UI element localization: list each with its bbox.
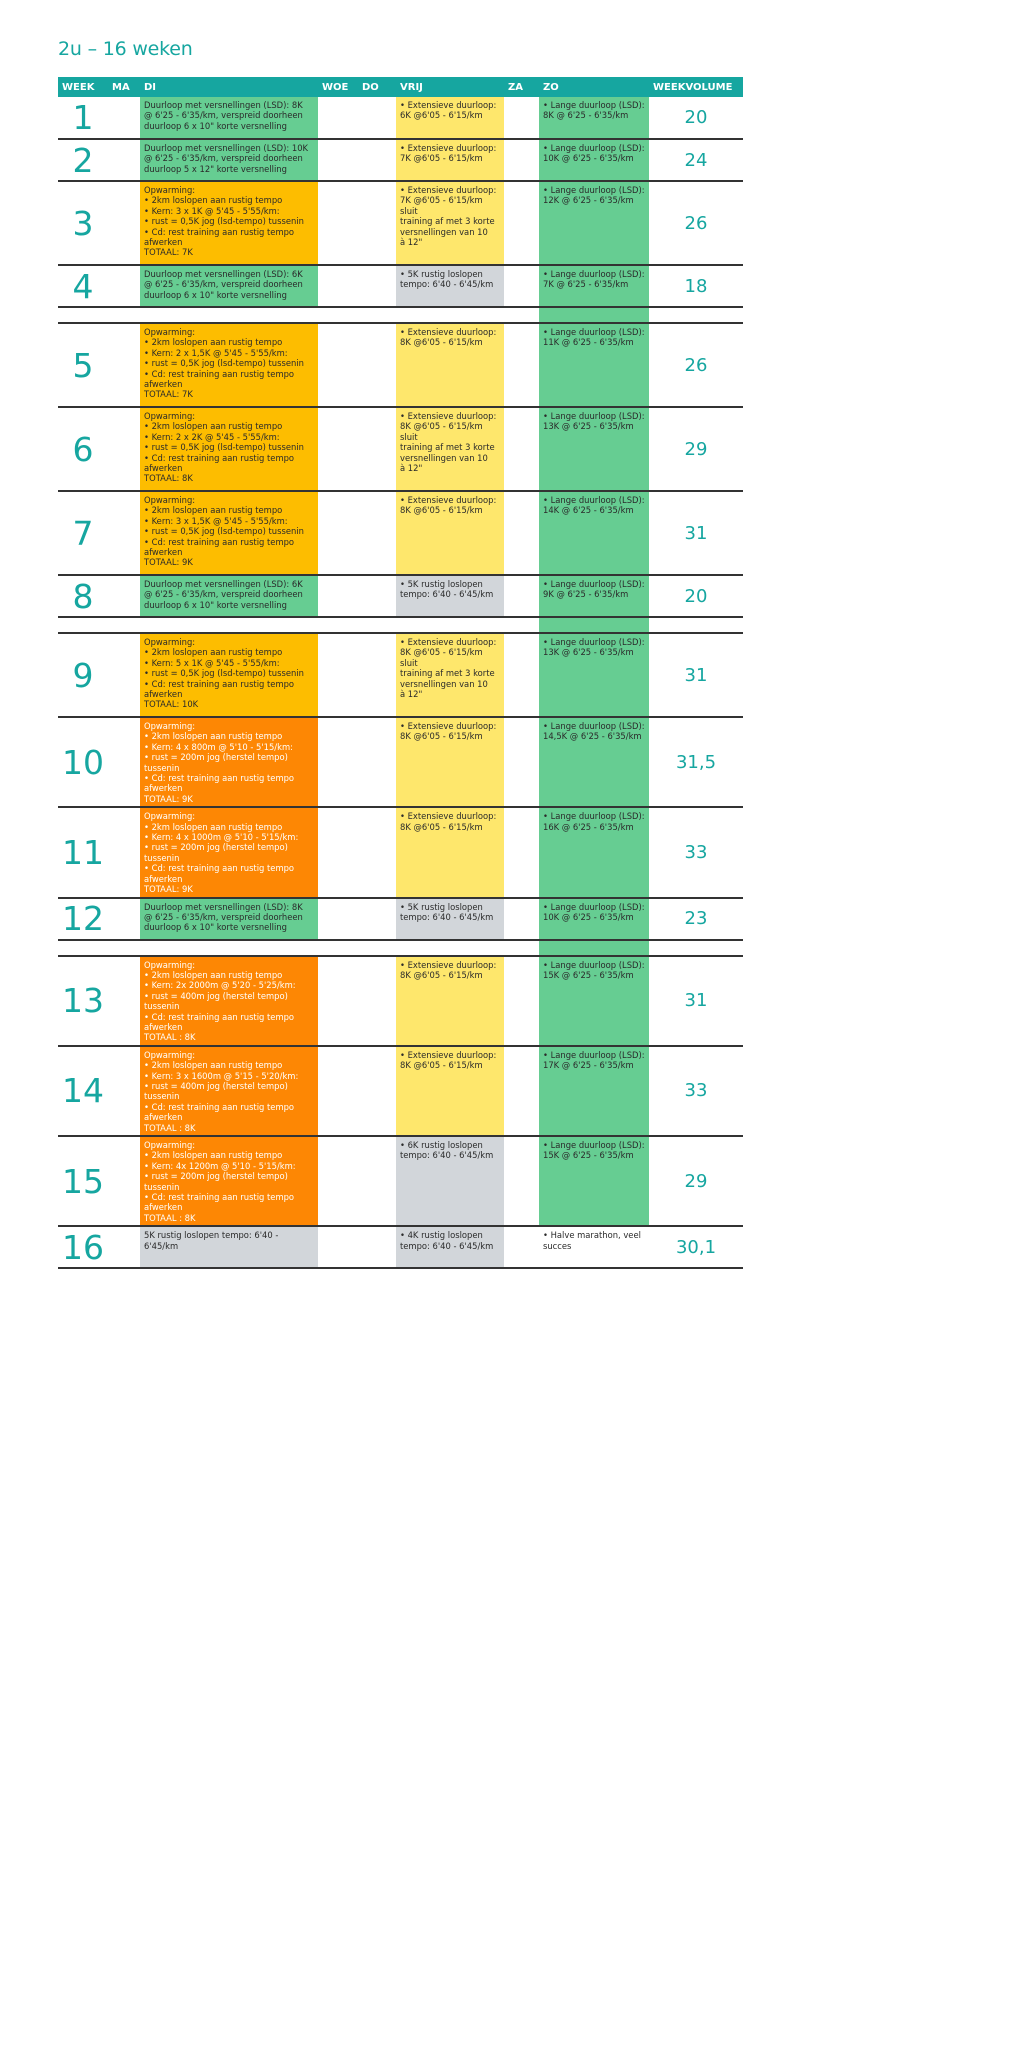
cell-vrij <box>396 575 504 617</box>
cell-vrij-text: • Extensieve duurloop: 8K @6'05 - 6'15/km <box>400 811 497 832</box>
cell-zo <box>539 181 649 265</box>
cell-do <box>358 1046 396 1136</box>
cell-do <box>358 323 396 407</box>
spacer-cell <box>58 617 108 633</box>
weekvolume: 33 <box>649 1046 743 1136</box>
cell-zo <box>539 575 649 617</box>
cell-vrij <box>396 633 504 717</box>
cell-zo-text: • Lange duurloop (LSD): 8K @ 6'25 - 6'35/km <box>543 100 645 121</box>
cell-za <box>504 1046 539 1136</box>
cell-woe <box>318 807 358 897</box>
week-number: 15 <box>58 1136 108 1226</box>
cell-di-text: Opwarming: • 2km loslopen aan rustig tempo • Kern: 4 x 1000m @ 5'10 - 5'15/km: • rust = 200m jog (herstel tempo) tussenin • Cd: rest training aan rustig tempo afwerken TOTAAL: 9K <box>144 811 299 895</box>
cell-do <box>358 491 396 575</box>
training-schedule-table <box>58 77 743 1269</box>
cell-di <box>140 633 318 717</box>
table-row <box>58 1226 743 1268</box>
header-woe: WOE <box>318 77 358 97</box>
spacer-cell <box>140 307 318 323</box>
cell-di-text: Opwarming: • 2km loslopen aan rustig tempo • Kern: 2 x 1,5K @ 5'45 - 5'55/km: • rust = 0,5K jog (lsd-tempo) tussenin • Cd: rest training aan rustig tempo afwerken TOTAAL: 7K <box>144 327 304 400</box>
cell-za <box>504 97 539 139</box>
table-header-row <box>58 77 743 97</box>
cell-vrij <box>396 1136 504 1226</box>
cell-za <box>504 407 539 491</box>
cell-za <box>504 491 539 575</box>
cell-di <box>140 491 318 575</box>
table-row <box>58 898 743 940</box>
table-row <box>58 1046 743 1136</box>
cell-zo <box>539 898 649 940</box>
table-row <box>58 323 743 407</box>
cell-zo <box>539 956 649 1046</box>
cell-vrij-text: • Extensieve duurloop: 8K @6'05 - 6'15/km <box>400 495 497 516</box>
cell-zo-text: • Lange duurloop (LSD): 12K @ 6'25 - 6'35/km <box>543 185 645 206</box>
cell-zo-text: • Lange duurloop (LSD): 7K @ 6'25 - 6'35/km <box>543 269 645 290</box>
header-weekvolume: WEEKVOLUME <box>649 77 743 97</box>
cell-do <box>358 181 396 265</box>
spacer-cell <box>108 940 140 956</box>
cell-do <box>358 633 396 717</box>
cell-za <box>504 898 539 940</box>
cell-ma <box>108 956 140 1046</box>
week-number: 2 <box>58 139 108 181</box>
cell-ma <box>108 898 140 940</box>
spacer-cell <box>649 307 743 323</box>
weekvolume: 18 <box>649 265 743 307</box>
spacer-cell <box>504 940 539 956</box>
weekvolume: 24 <box>649 139 743 181</box>
cell-di-text: Duurloop met versnellingen (LSD): 8K @ 6'25 - 6'35/km, verspreid doorheen duurloop 6 x 10" korte versnelling <box>144 100 303 131</box>
cell-ma <box>108 491 140 575</box>
cell-do <box>358 717 396 807</box>
cell-woe <box>318 633 358 717</box>
cell-vrij <box>396 1046 504 1136</box>
week-number: 6 <box>58 407 108 491</box>
spacer-cell <box>358 940 396 956</box>
cell-za <box>504 181 539 265</box>
cell-di <box>140 575 318 617</box>
header-di: DI <box>140 77 318 97</box>
cell-vrij <box>396 898 504 940</box>
cell-vrij-text: • Extensieve duurloop: 7K @6'05 - 6'15/km <box>400 143 497 164</box>
cell-ma <box>108 1136 140 1226</box>
weekvolume: 31 <box>649 633 743 717</box>
spacer-row <box>58 617 743 633</box>
table-row <box>58 491 743 575</box>
cell-zo-text: • Lange duurloop (LSD): 9K @ 6'25 - 6'35/km <box>543 579 645 600</box>
spacer-cell <box>108 617 140 633</box>
cell-woe <box>318 956 358 1046</box>
cell-ma <box>108 575 140 617</box>
cell-vrij <box>396 97 504 139</box>
cell-zo-text: • Lange duurloop (LSD): 10K @ 6'25 - 6'35/km <box>543 901 645 922</box>
cell-di-text: Opwarming: • 2km loslopen aan rustig tempo • Kern: 4 x 800m @ 5'10 - 5'15/km: • rust = 200m jog (herstel tempo) tussenin • Cd: rest training aan rustig tempo afwerken TOTAAL: 9K <box>144 721 295 804</box>
cell-zo <box>539 265 649 307</box>
cell-za <box>504 265 539 307</box>
weekvolume: 26 <box>649 181 743 265</box>
spacer-cell <box>396 307 504 323</box>
cell-do <box>358 807 396 897</box>
week-number: 10 <box>58 717 108 807</box>
cell-do <box>358 898 396 940</box>
weekvolume: 31 <box>649 491 743 575</box>
header-za: ZA <box>504 77 539 97</box>
week-number: 9 <box>58 633 108 717</box>
spacer-cell <box>358 617 396 633</box>
cell-zo <box>539 807 649 897</box>
header-do: DO <box>358 77 396 97</box>
spacer-cell <box>396 617 504 633</box>
cell-zo <box>539 633 649 717</box>
cell-ma <box>108 181 140 265</box>
cell-zo-text: • Lange duurloop (LSD): 16K @ 6'25 - 6'35/km <box>543 811 645 832</box>
cell-do <box>358 956 396 1046</box>
cell-di <box>140 807 318 897</box>
cell-di <box>140 97 318 139</box>
cell-di <box>140 139 318 181</box>
cell-di <box>140 181 318 265</box>
cell-vrij <box>396 956 504 1046</box>
cell-woe <box>318 139 358 181</box>
cell-di-text: Opwarming: • 2km loslopen aan rustig tempo • Kern: 3 x 1K @ 5'45 - 5'55/km: • rust = 0,5K jog (lsd-tempo) tussenin • Cd: rest training aan rustig tempo afwerken TOTAAL: 7K <box>144 185 304 258</box>
cell-di-text: Duurloop met versnellingen (LSD): 8K @ 6'25 - 6'35/km, verspreid doorheen duurloop 6 x 10" korte versnelling <box>144 901 303 933</box>
cell-za <box>504 139 539 181</box>
spacer-cell <box>539 940 649 956</box>
cell-woe <box>318 1136 358 1226</box>
cell-vrij-text: • Extensieve duurloop: 8K @6'05 - 6'15/km <box>400 959 497 980</box>
cell-di <box>140 323 318 407</box>
cell-woe <box>318 97 358 139</box>
cell-vrij-text: • 5K rustig loslopen tempo: 6'40 - 6'45/km <box>400 901 494 922</box>
cell-di-text: Duurloop met versnellingen (LSD): 10K @ 6'25 - 6'35/km, verspreid doorheen duurloop 5 x 12" korte versnelling <box>144 143 309 174</box>
cell-vrij-text: • Extensieve duurloop: 8K @6'05 - 6'15/km sluit training af met 3 korte versnellingen van 10 à 12" <box>400 637 497 700</box>
week-number: 8 <box>58 575 108 617</box>
spacer-cell <box>140 617 318 633</box>
cell-di <box>140 265 318 307</box>
cell-vrij-text: • 4K rustig loslopen tempo: 6'40 - 6'45/km <box>400 1230 494 1251</box>
header-zo: ZO <box>539 77 649 97</box>
cell-vrij <box>396 181 504 265</box>
week-number: 11 <box>58 807 108 897</box>
cell-di <box>140 1136 318 1226</box>
spacer-cell <box>318 617 358 633</box>
cell-za <box>504 575 539 617</box>
cell-za <box>504 1226 539 1268</box>
cell-di-text: Opwarming: • 2km loslopen aan rustig tempo • Kern: 2 x 2K @ 5'45 - 5'55/km: • rust = 0,5K jog (lsd-tempo) tussenin • Cd: rest training aan rustig tempo afwerken TOTAAL: 8K <box>144 411 304 484</box>
table-row <box>58 633 743 717</box>
cell-do <box>358 139 396 181</box>
cell-woe <box>318 407 358 491</box>
cell-vrij-text: • 5K rustig loslopen tempo: 6'40 - 6'45/km <box>400 269 494 290</box>
cell-za <box>504 323 539 407</box>
cell-za <box>504 717 539 807</box>
spacer-cell <box>649 617 743 633</box>
cell-woe <box>318 265 358 307</box>
spacer-cell <box>318 307 358 323</box>
cell-vrij-text: • Extensieve duurloop: 8K @6'05 - 6'15/km <box>400 327 497 348</box>
cell-zo <box>539 1046 649 1136</box>
cell-di <box>140 407 318 491</box>
header-week: WEEK <box>58 77 108 97</box>
cell-zo <box>539 323 649 407</box>
cell-vrij-text: • 6K rustig loslopen tempo: 6'40 - 6'45/km <box>400 1140 494 1161</box>
cell-vrij-text: • Extensieve duurloop: 8K @6'05 - 6'15/km sluit training af met 3 korte versnellingen van 10 à 12" <box>400 411 497 474</box>
table-row <box>58 807 743 897</box>
spacer-cell <box>396 940 504 956</box>
weekvolume: 30,1 <box>649 1226 743 1268</box>
cell-di <box>140 898 318 940</box>
cell-zo-text: • Lange duurloop (LSD): 10K @ 6'25 - 6'35/km <box>543 143 645 164</box>
table-row <box>58 139 743 181</box>
cell-zo-text: • Halve marathon, veel succes <box>543 1230 641 1251</box>
cell-di-text: Opwarming: • 2km loslopen aan rustig tempo • Kern: 4x 1200m @ 5'10 - 5'15/km: • rust = 200m jog (herstel tempo) tussenin • Cd: rest training aan rustig tempo afwerken TOTAAL : 8K <box>144 1140 296 1223</box>
cell-woe <box>318 1046 358 1136</box>
cell-woe <box>318 181 358 265</box>
week-number: 12 <box>58 898 108 940</box>
cell-zo-text: • Lange duurloop (LSD): 14K @ 6'25 - 6'35/km <box>543 495 645 516</box>
cell-vrij-text: • Extensieve duurloop: 8K @6'05 - 6'15/km <box>400 1049 497 1071</box>
weekvolume: 20 <box>649 575 743 617</box>
cell-di-text: Opwarming: • 2km loslopen aan rustig tempo • Kern: 2x 2000m @ 5'20 - 5'25/km: • rust = 400m jog (herstel tempo) tussenin • Cd: rest training aan rustig tempo afwerken TOTAAL : 8K <box>144 959 296 1043</box>
header-vrij: VRIJ <box>396 77 504 97</box>
table-row <box>58 407 743 491</box>
cell-di-text: Opwarming: • 2km loslopen aan rustig tempo • Kern: 3 x 1,5K @ 5'45 - 5'55/km: • rust = 0,5K jog (lsd-tempo) tussenin • Cd: rest training aan rustig tempo afwerken TOTAAL: 9K <box>144 495 304 568</box>
weekvolume: 31,5 <box>649 717 743 807</box>
cell-zo <box>539 139 649 181</box>
table-row <box>58 575 743 617</box>
cell-vrij <box>396 139 504 181</box>
cell-woe <box>318 717 358 807</box>
cell-vrij <box>396 717 504 807</box>
cell-ma <box>108 407 140 491</box>
cell-vrij-text: • Extensieve duurloop: 7K @6'05 - 6'15/km sluit training af met 3 korte versnellingen van 10 à 12" <box>400 185 497 248</box>
spacer-cell <box>504 617 539 633</box>
spacer-row <box>58 307 743 323</box>
table-row <box>58 956 743 1046</box>
table-row <box>58 1136 743 1226</box>
cell-vrij <box>396 407 504 491</box>
table-row <box>58 717 743 807</box>
cell-di-text: Opwarming: • 2km loslopen aan rustig tempo • Kern: 3 x 1600m @ 5'15 - 5'20/km: • rust = 400m jog (herstel tempo) tussenin • Cd: rest training aan rustig tempo afwerken TOTAAL : 8K <box>144 1049 299 1133</box>
spacer-cell <box>649 940 743 956</box>
cell-zo <box>539 491 649 575</box>
cell-vrij <box>396 1226 504 1268</box>
cell-woe <box>318 898 358 940</box>
table-body <box>58 97 743 1268</box>
cell-vrij-text: • Extensieve duurloop: 8K @6'05 - 6'15/km <box>400 721 497 742</box>
cell-woe <box>318 323 358 407</box>
weekvolume: 33 <box>649 807 743 897</box>
cell-za <box>504 807 539 897</box>
cell-di-text: Duurloop met versnellingen (LSD): 6K @ 6'25 - 6'35/km, verspreid doorheen duurloop 6 x 10" korte versnelling <box>144 269 303 300</box>
cell-do <box>358 265 396 307</box>
cell-vrij-text: • 5K rustig loslopen tempo: 6'40 - 6'45/km <box>400 579 494 600</box>
cell-do <box>358 575 396 617</box>
spacer-cell <box>58 940 108 956</box>
weekvolume: 20 <box>649 97 743 139</box>
weekvolume: 31 <box>649 956 743 1046</box>
spacer-cell <box>140 940 318 956</box>
spacer-cell <box>58 307 108 323</box>
cell-zo <box>539 1136 649 1226</box>
cell-di-text: Duurloop met versnellingen (LSD): 6K @ 6'25 - 6'35/km, verspreid doorheen duurloop 6 x 10" korte versnelling <box>144 579 303 610</box>
cell-woe <box>318 491 358 575</box>
cell-ma <box>108 717 140 807</box>
cell-vrij <box>396 491 504 575</box>
cell-di <box>140 717 318 807</box>
weekvolume: 23 <box>649 898 743 940</box>
week-number: 13 <box>58 956 108 1046</box>
week-number: 3 <box>58 181 108 265</box>
cell-zo <box>539 407 649 491</box>
cell-do <box>358 1136 396 1226</box>
cell-zo-text: • Lange duurloop (LSD): 13K @ 6'25 - 6'35/km <box>543 637 645 658</box>
cell-di-text: Opwarming: • 2km loslopen aan rustig tempo • Kern: 5 x 1K @ 5'45 - 5'55/km: • rust = 0,5K jog (lsd-tempo) tussenin • Cd: rest training aan rustig tempo afwerken TOTAAL: 10K <box>144 637 304 710</box>
week-number: 5 <box>58 323 108 407</box>
cell-di <box>140 1046 318 1136</box>
cell-vrij <box>396 807 504 897</box>
cell-do <box>358 1226 396 1268</box>
weekvolume: 29 <box>649 407 743 491</box>
cell-za <box>504 1136 539 1226</box>
cell-ma <box>108 1226 140 1268</box>
cell-ma <box>108 97 140 139</box>
cell-zo <box>539 97 649 139</box>
cell-woe <box>318 575 358 617</box>
table-row <box>58 265 743 307</box>
cell-zo-text: • Lange duurloop (LSD): 11K @ 6'25 - 6'35/km <box>543 327 645 348</box>
cell-do <box>358 407 396 491</box>
spacer-cell <box>539 617 649 633</box>
cell-vrij-text: • Extensieve duurloop: 6K @6'05 - 6'15/km <box>400 100 497 121</box>
cell-vrij <box>396 265 504 307</box>
cell-do <box>358 97 396 139</box>
cell-za <box>504 956 539 1046</box>
cell-zo <box>539 717 649 807</box>
cell-zo-text: • Lange duurloop (LSD): 15K @ 6'25 - 6'35/km <box>543 959 645 980</box>
cell-ma <box>108 323 140 407</box>
cell-ma <box>108 807 140 897</box>
cell-woe <box>318 1226 358 1268</box>
cell-za <box>504 633 539 717</box>
spacer-cell <box>504 307 539 323</box>
spacer-cell <box>318 940 358 956</box>
cell-di <box>140 956 318 1046</box>
page-title: 2u – 16 weken <box>58 38 193 60</box>
cell-zo-text: • Lange duurloop (LSD): 15K @ 6'25 - 6'35/km <box>543 1140 645 1161</box>
weekvolume: 26 <box>649 323 743 407</box>
cell-zo <box>539 1226 649 1268</box>
cell-zo-text: • Lange duurloop (LSD): 17K @ 6'25 - 6'35/km <box>543 1049 645 1071</box>
cell-di <box>140 1226 318 1268</box>
cell-ma <box>108 265 140 307</box>
week-number: 16 <box>58 1226 108 1268</box>
cell-zo-text: • Lange duurloop (LSD): 13K @ 6'25 - 6'35/km <box>543 411 645 432</box>
table-row <box>58 181 743 265</box>
cell-zo-text: • Lange duurloop (LSD): 14,5K @ 6'25 - 6'35/km <box>543 721 645 742</box>
cell-di-text: 5K rustig loslopen tempo: 6'40 - 6'45/km <box>144 1230 279 1251</box>
week-number: 7 <box>58 491 108 575</box>
cell-ma <box>108 1046 140 1136</box>
week-number: 4 <box>58 265 108 307</box>
spacer-cell <box>539 307 649 323</box>
weekvolume: 29 <box>649 1136 743 1226</box>
cell-ma <box>108 633 140 717</box>
spacer-cell <box>108 307 140 323</box>
cell-ma <box>108 139 140 181</box>
spacer-cell <box>358 307 396 323</box>
cell-vrij <box>396 323 504 407</box>
week-number: 1 <box>58 97 108 139</box>
week-number: 14 <box>58 1046 108 1136</box>
table-row <box>58 97 743 139</box>
header-ma: MA <box>108 77 140 97</box>
spacer-row <box>58 940 743 956</box>
